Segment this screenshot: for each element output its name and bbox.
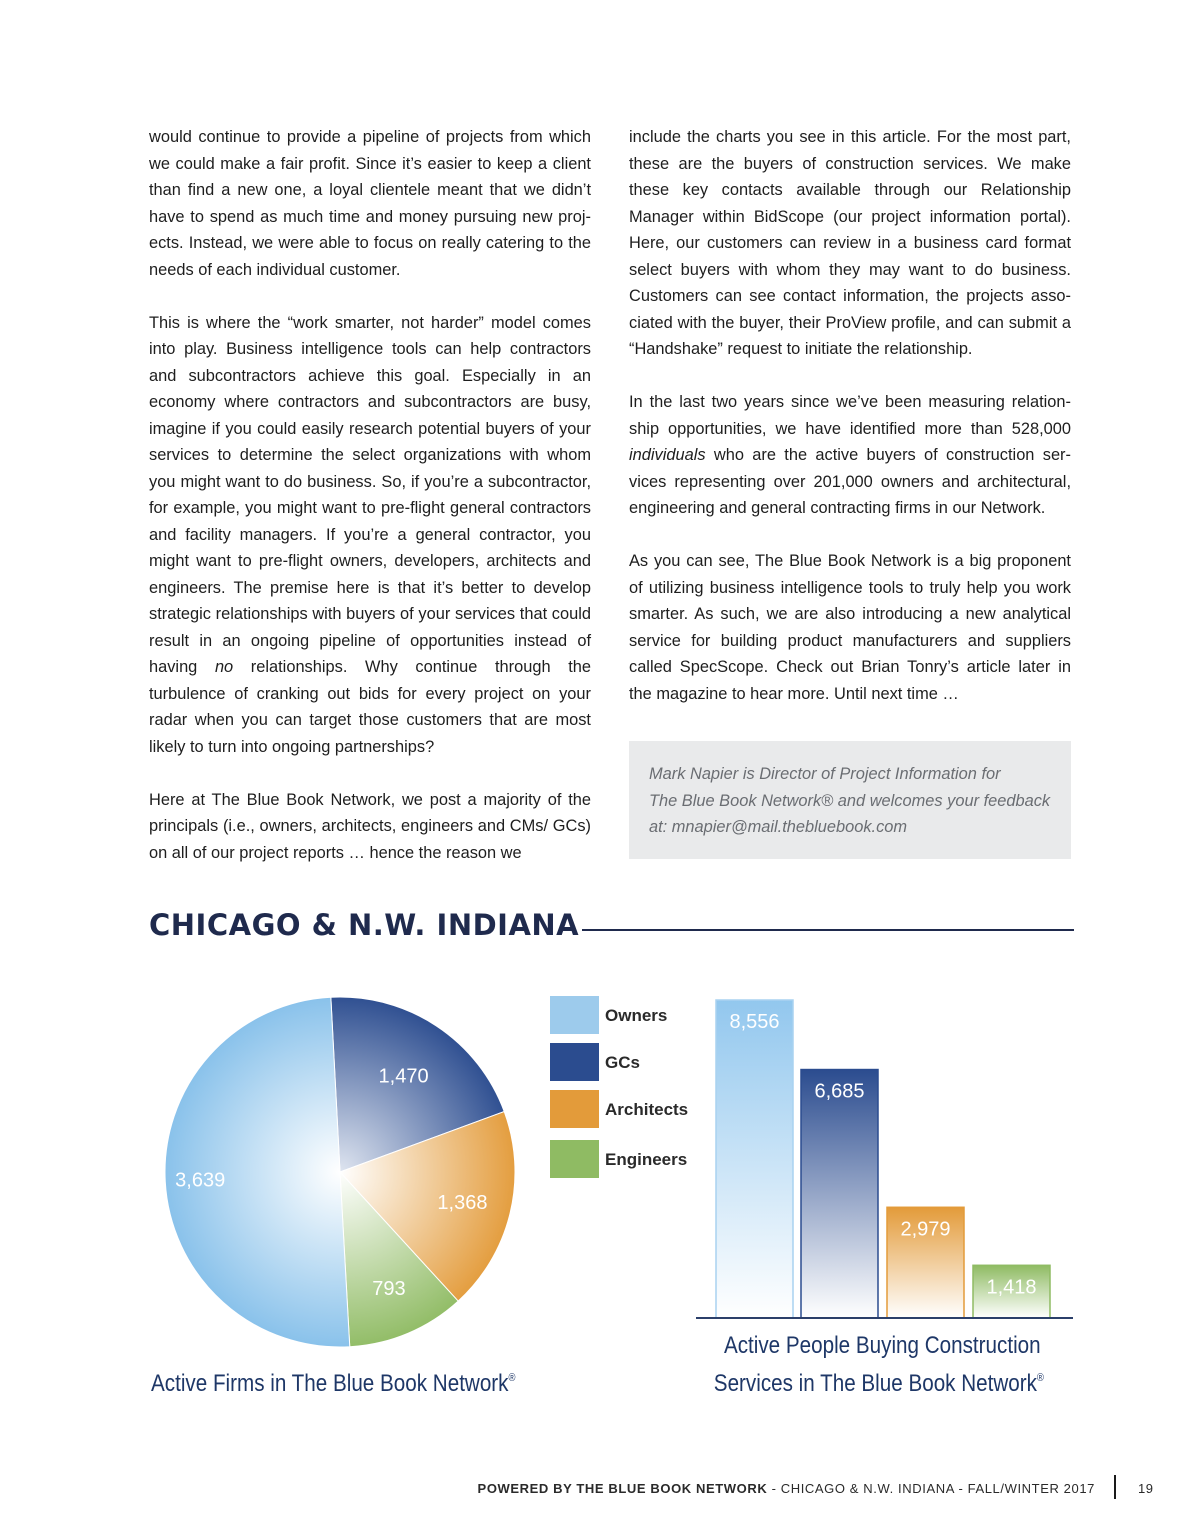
footer-issue: - CHICAGO & N.W. INDIANA - FALL/WINTER 2017 [767,1481,1095,1496]
registered-mark: ® [1036,1372,1044,1384]
bar-caption-line1: Active People Buying Construction [723,1332,1041,1359]
bar-caption-line2: Services in The Blue Book Network [713,1370,1037,1397]
paragraph: In the last two years since we’ve been measuring relationship opportunities, we have identified more than 528,000 individuals who are the active buyers of construction services representing over 201,000 owners and architectural, engineering and general contracting firms in our Network. [629,393,1071,517]
bar-label-architects: 2,979 [900,1218,951,1241]
bar-label-gcs: 6,685 [814,1080,865,1103]
paragraph: include the charts you see in this article. For the most part, these are the buyers of construction services. We make these key contacts available through our Relationship Manager within BidScope (our project information portal). Here, our customers can review in a business card format select buyers with whom they may want to do business. Customers can see contact information, the projects associated with the buyer, their ProView profile, and can submit a “Handshake” request to initiate the relationship. [629,128,1071,358]
page-number: 19 [1138,1481,1154,1496]
pie-caption-text: Active Firms in The Blue Book Network [151,1370,509,1397]
chart-legend [550,996,688,1178]
legend-swatch-owners [550,996,599,1034]
pie-label-owners: 3,639 [175,1169,226,1192]
legend-swatch-engineers [550,1140,599,1178]
bar-chart [696,1000,1073,1318]
bar-owners [716,1000,793,1318]
author-bio-line: The Blue Book Network® and welcomes your feedback [649,791,1051,810]
author-bio-line: Mark Napier is Director of Project Information for [649,765,1001,783]
legend-label-engineers: Engineers [605,1150,688,1169]
legend-label-gcs: GCs [605,1053,640,1072]
footer-divider [1114,1475,1116,1499]
bar-label-owners: 8,556 [729,1011,780,1033]
registered-mark: ® [508,1372,516,1384]
legend-swatch-gcs [550,1043,599,1081]
bar-caption-line2-wrap [709,1362,1049,1400]
paragraph: As you can see, The Blue Book Network is a big proponent of utilizing business intelligence tools to truly help you work smarter. As such, we are also introducing a new analytical service for building product manufacturers and suppliers called SpecScope. Check out Brian Tonry’s article later in the magazine to hear more. Until next time … [629,552,1071,703]
footer-publication: POWERED BY THE BLUE BOOK NETWORK [477,1481,768,1496]
pie-chart [165,997,515,1347]
bar-label-engineers: 1,418 [986,1276,1037,1299]
bar-gcs [801,1070,878,1318]
paragraph: This is where the “work smarter, not harder” model comes into play. Business intelligence tools can help contractors and subcontractors achieve this goal. Especially in an economy where contractors and subcontractors are busy, imagine if you could easily research potential buyers of your services to determine the select organizations with whom you might want to do business. So, if you’re a subcontractor, for example, you might want to pre-flight general contractors and facility managers. If you’re a general contractor, you might want to pre-flight owners, developers, architects and engineers. The premise here is that it’s better to develop strategic relationships with buyers of your services that could result in an ongoing pipeline of opportunities instead of having no relationships. Why continue through the turbulence of cranking out bids for every project on your radar when you can target those customers that are most likely to turn into ongoing partnerships? [149,313,591,756]
section-title: CHICAGO & N.W. INDIANA [149,908,580,942]
pie-label-gcs: 1,470 [378,1065,429,1088]
legend-swatch-architects [550,1090,599,1128]
pie-label-engineers: 793 [372,1278,406,1301]
paragraph: would continue to provide a pipeline of projects from which we could make a fair profit. Since it’s easier to keep a client than find a new one, a loyal clientele meant that we didn’t have to spend as much time and money pursuing new projects. Instead, we were able to focus on really catering to the needs of each individual customer. [149,128,591,279]
legend-label-owners: Owners [605,1006,668,1025]
legend-label-architects: Architects [605,1100,689,1119]
paragraph: Here at The Blue Book Network, we post a majority of the principals (i.e., owners, architects, engineers and CMs/ GCs) on all of our project reports … hence the reason we [149,790,591,862]
bar-chart-caption [709,1330,1049,1400]
pie-chart-caption [151,1362,515,1400]
pie-label-architects: 1,368 [437,1191,488,1214]
author-bio-email: at: mnapier@mail.thebluebook.com [649,818,908,836]
page-footer [300,1481,1095,1496]
